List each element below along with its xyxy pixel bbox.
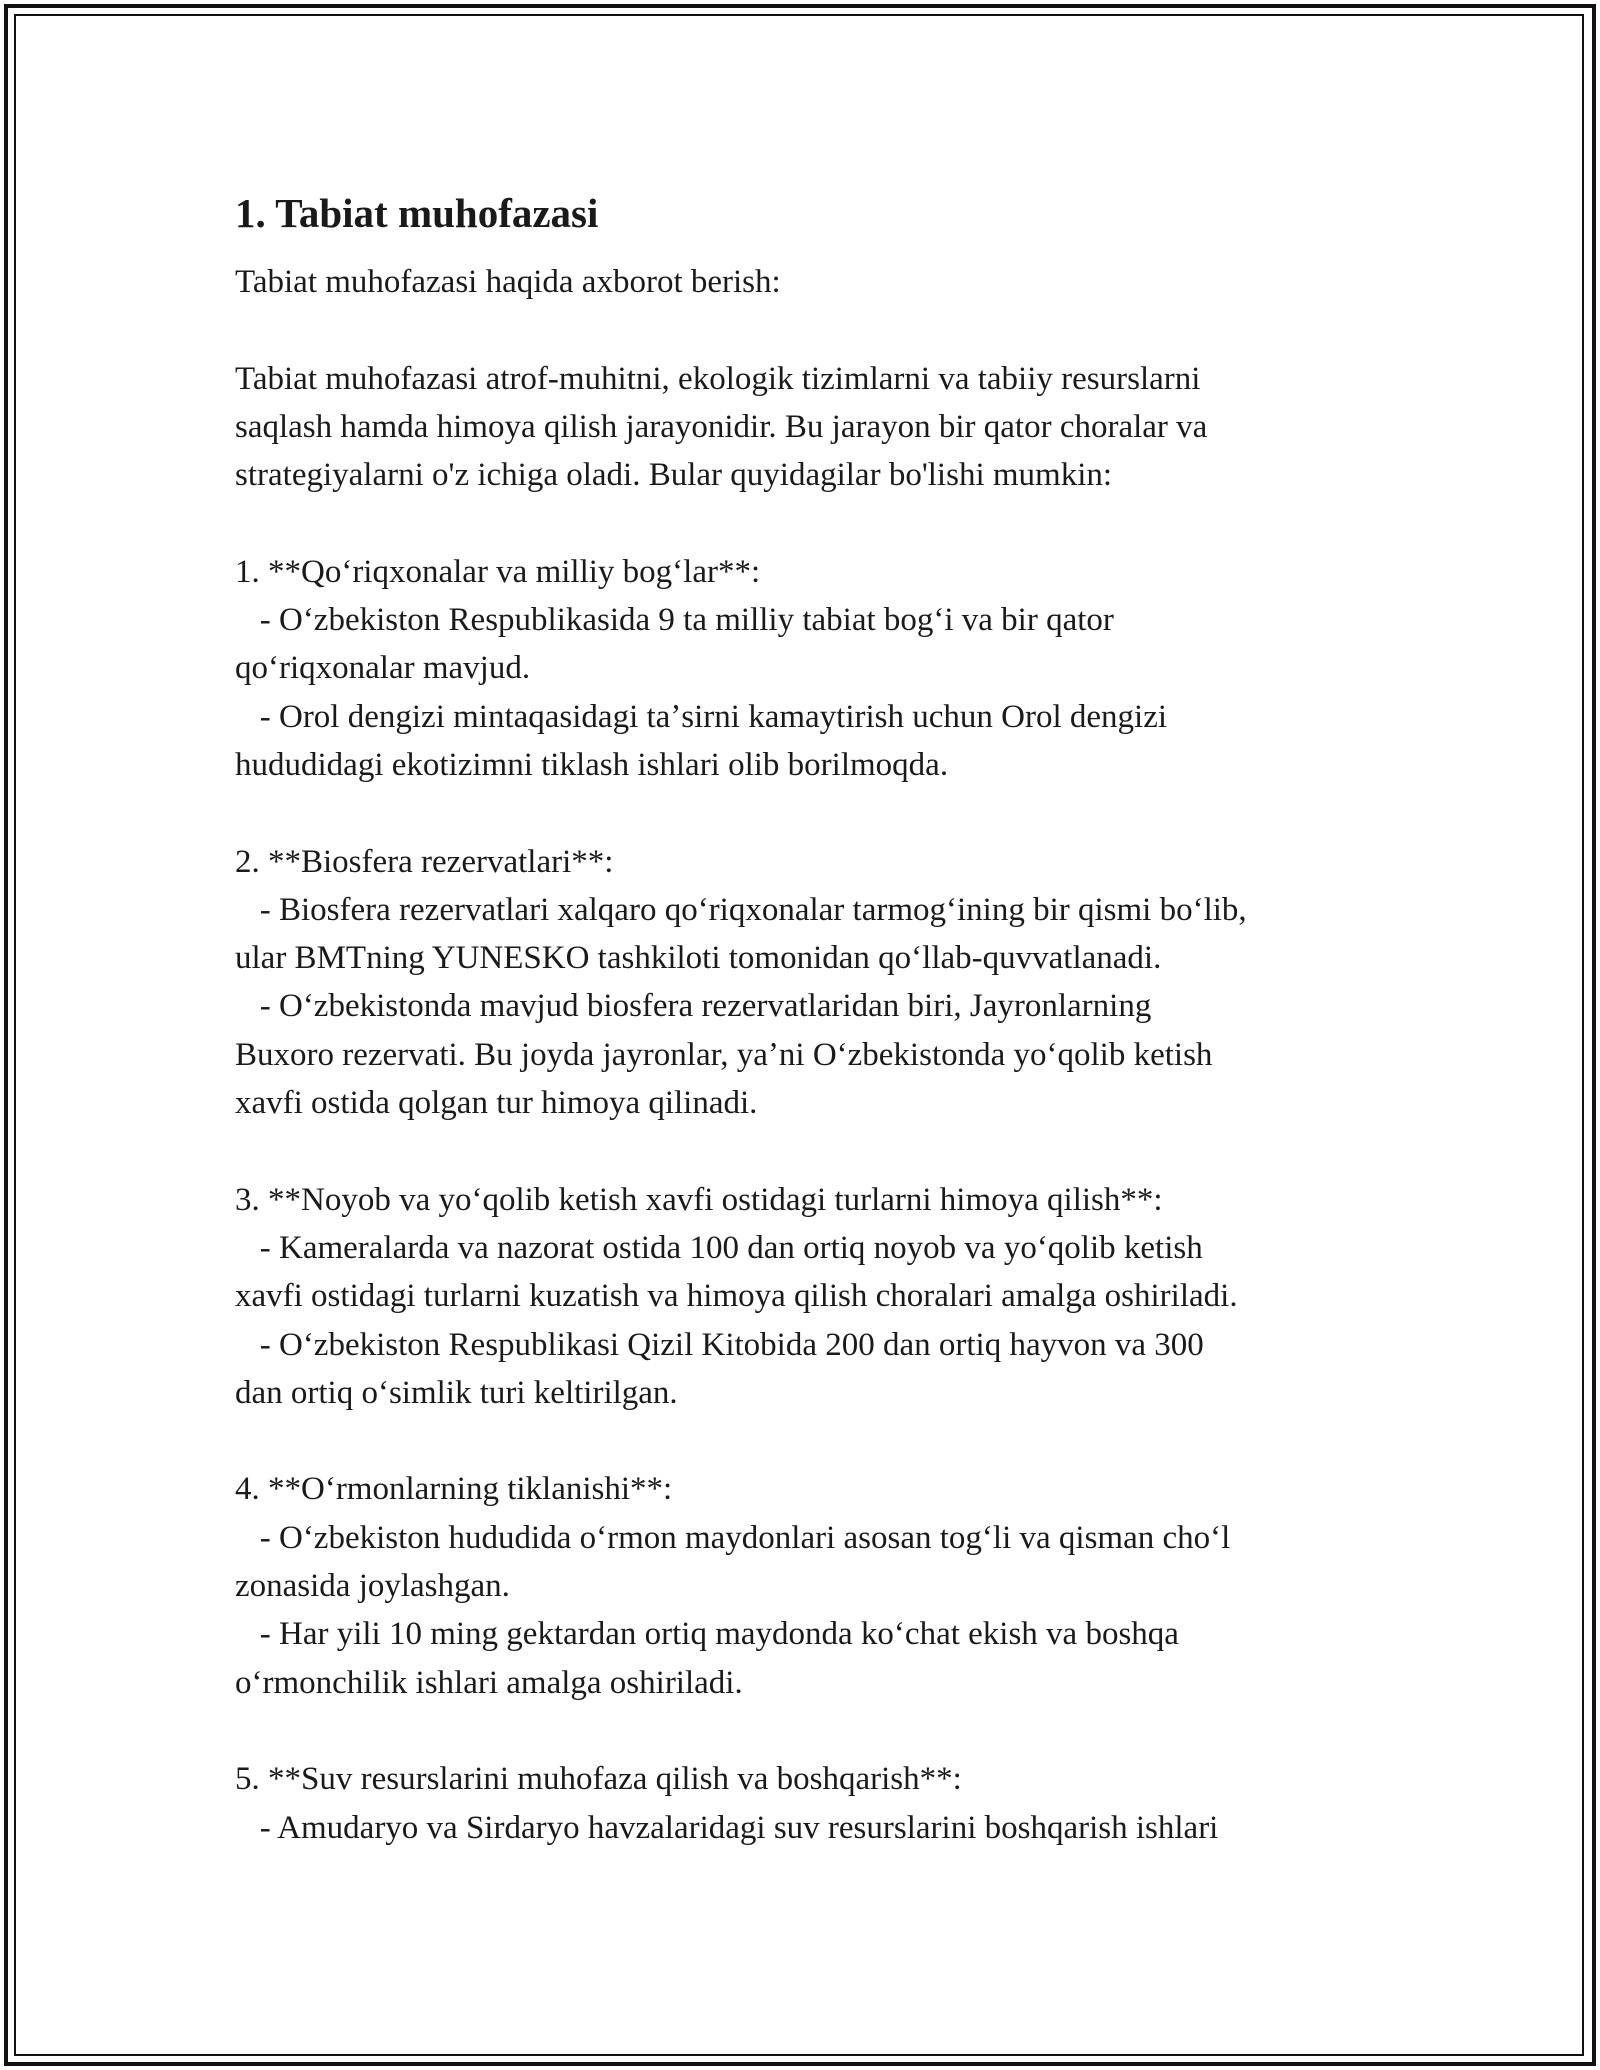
text-line: Buxoro rezervati. Bu joyda jayronlar, yaʼni Oʻzbekistonda yoʻqolib ketish [235, 1036, 1213, 1073]
text-line: - Oʻzbekistonda mavjud biosfera rezervatlaridan biri, Jayronlarning [235, 988, 1152, 1025]
text-line: oʻrmonchilik ishlari amalga oshiriladi. [235, 1664, 743, 1701]
text-line: strategiyalarni o'z ichiga oladi. Bular quyidagilar bo'lishi mumkin: [235, 457, 1113, 494]
text-line: dan ortiq oʻsimlik turi keltirilgan. [235, 1374, 678, 1411]
text-line: 2. **Biosfera rezervatlari**: [235, 843, 614, 880]
blank-line [235, 1417, 1385, 1465]
document-body [235, 188, 1385, 1852]
text-line: 3. **Noyob va yoʻqolib ketish xavfi ostidagi turlarni himoya qilish**: [235, 1181, 1163, 1218]
text-line: Tabiat muhofazasi atrof-muhitni, ekologik tizimlarni va tabiiy resurslarni [235, 360, 1201, 397]
text-line: 4. **Oʻrmonlarning tiklanishi**: [235, 1471, 673, 1508]
text-line: - Biosfera rezervatlari xalqaro qoʻriqxonalar tarmogʻining bir qismi boʻlib, [235, 891, 1247, 928]
text-line: - Kameralarda va nazorat ostida 100 dan ortiq noyob va yoʻqolib ketish [235, 1229, 1203, 1266]
text-line: qoʻriqxonalar mavjud. [235, 650, 531, 687]
intro-line: Tabiat muhofazasi haqida axborot berish: [235, 264, 781, 300]
text-line: - Orol dengizi mintaqasidagi taʼsirni kamaytirish uchun Orol dengizi [235, 698, 1168, 735]
blank-line [235, 306, 1385, 354]
blank-line [235, 1707, 1385, 1755]
blank-line [235, 499, 1385, 547]
text-line: 5. **Suv resurslarini muhofaza qilish va boshqarish**: [235, 1761, 962, 1798]
text-line: saqlash hamda himoya qilish jarayonidir. Bu jarayon bir qator choralar va [235, 408, 1208, 445]
text-line: - Har yili 10 ming gektardan ortiq maydonda koʻchat ekish va boshqa [235, 1616, 1179, 1653]
text-line: xavfi ostidagi turlarni kuzatish va himoya qilish choralari amalga oshiriladi. [235, 1278, 1238, 1315]
document-title: 1. Tabiat muhofazasi [235, 190, 599, 236]
text-line: zonasida joylashgan. [235, 1568, 510, 1605]
text-line: - Oʻzbekiston Respublikasida 9 ta milliy tabiat bogʻi va bir qator [235, 602, 1114, 639]
blank-line [235, 1127, 1385, 1175]
text-line: xavfi ostida qolgan tur himoya qilinadi. [235, 1085, 758, 1122]
text-line: - Amudaryo va Sirdaryo havzalaridagi suv resurslarini boshqarish ishlari [235, 1809, 1219, 1846]
text-line: - Oʻzbekiston Respublikasi Qizil Kitobida 200 dan ortiq hayvon va 300 [235, 1326, 1204, 1363]
blank-line [235, 789, 1385, 837]
text-lines [235, 306, 1385, 1852]
text-line: hududidagi ekotizimni tiklash ishlari olib borilmoqda. [235, 746, 949, 783]
text-line: 1. **Qoʻriqxonalar va milliy bogʻlar**: [235, 553, 761, 590]
text-line: - Oʻzbekiston hududida oʻrmon maydonlari asosan togʻli va qisman choʻl [235, 1519, 1231, 1556]
text-line: ular BMTning YUNESKO tashkiloti tomonidan qoʻllab-quvvatlanadi. [235, 940, 1162, 977]
